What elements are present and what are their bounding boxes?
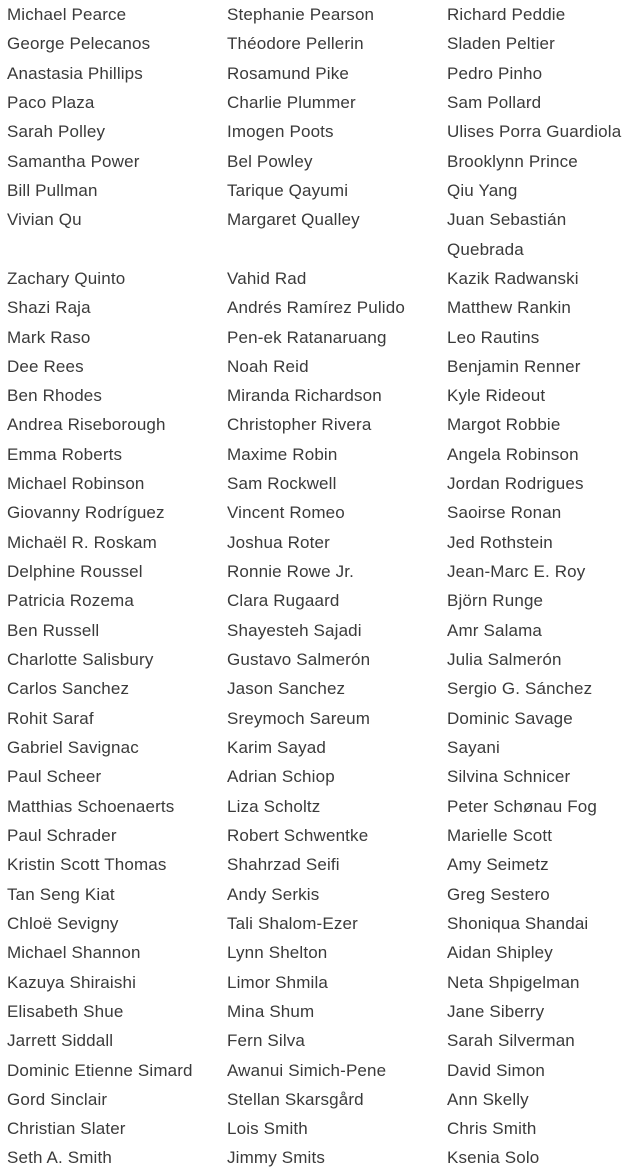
name-entry: Liza Scholtz [227, 796, 321, 816]
name-entry: Miranda Richardson [227, 386, 382, 406]
name-entry: Sarah Silverman [447, 1031, 575, 1051]
name-entry: Pen-ek Ratanaruang [227, 327, 387, 347]
name-entry: Leo Rautins [447, 327, 540, 347]
name-entry: Andy Serkis [227, 884, 320, 904]
name-entry: Shahrzad Seifi [227, 855, 340, 875]
name-entry: Sladen Peltier [447, 34, 555, 54]
name-entry: Sam Rockwell [227, 474, 337, 494]
name-entry: Paul Schrader [7, 825, 117, 845]
name-entry: Karim Sayad [227, 738, 326, 757]
name-entry: Saoirse Ronan [447, 503, 562, 523]
name-entry: Robert Schwentke [227, 825, 369, 845]
name-entry: Christian Slater [7, 1119, 126, 1139]
name-entry: Maxime Robin [227, 444, 338, 464]
name-entry: Richard Peddie [447, 5, 566, 24]
name-entry: Mark Raso [7, 327, 91, 347]
name-entry: Bill Pullman [7, 180, 98, 200]
name-entry: Paco Plaza [7, 92, 95, 112]
name-entry: Paul Scheer [7, 767, 102, 787]
name-entry: Marielle Scott [447, 825, 553, 845]
name-entry: Rosamund Pike [227, 63, 349, 83]
name-entry: Pedro Pinho [447, 63, 543, 83]
name-entry: Jarrett Siddall [7, 1031, 114, 1051]
name-entry: Julia Salmerón [447, 650, 562, 670]
name-entry: Chris Smith [447, 1119, 537, 1139]
name-entry: Charlotte Salisbury [7, 650, 154, 670]
name-entry: Tarique Qayumi [227, 180, 349, 200]
name-entry: Delphine Roussel [7, 562, 143, 582]
name-entry: Margaret Qualley [227, 210, 360, 230]
name-entry: Gord Sinclair [7, 1089, 108, 1109]
name-entry: Michael Shannon [7, 943, 141, 963]
name-entry: Vahid Rad [227, 268, 307, 288]
name-entry: Zachary Quinto [7, 268, 126, 288]
name-entry: Qiu Yang [447, 180, 518, 200]
name-entry: Jean-Marc E. Roy [447, 562, 586, 582]
name-entry: Peter Schønau Fog [447, 796, 597, 816]
name-entry: Rohit Saraf [7, 708, 94, 728]
name-entry: Kyle Rideout [447, 386, 546, 406]
name-entry: Sergio G. Sánchez [447, 679, 593, 699]
name-entry: Fern Silva [227, 1031, 306, 1051]
name-entry: Noah Reid [227, 356, 309, 376]
name-entry: Ben Russell [7, 620, 100, 640]
name-entry: Jordan Rodrigues [447, 474, 584, 494]
name-entry: Juan Sebastián [447, 210, 567, 230]
name-entry: Anastasia Phillips [7, 63, 143, 83]
name-entry: Awanui Simich-Pene [227, 1060, 387, 1080]
name-entry: Silvina Schnicer [447, 767, 571, 787]
name-entry: Dominic Etienne Simard [7, 1060, 193, 1080]
name-entry: Kazuya Shiraishi [7, 972, 137, 992]
name-entry: Dominic Savage [447, 708, 573, 728]
name-entry: Jed Rothstein [447, 532, 553, 552]
name-entry: Gustavo Salmerón [227, 650, 371, 670]
name-entry: Neta Shpigelman [447, 972, 580, 992]
name-entry: Sayani [447, 738, 500, 757]
name-entry: Benjamin Renner [447, 356, 581, 376]
name-entry: Andrea Riseborough [7, 415, 166, 435]
name-entry: Sam Pollard [447, 92, 542, 112]
name-entry: Christopher Rivera [227, 415, 372, 435]
name-entry: Adrian Schiop [227, 767, 335, 787]
name-entry: Tali Shalom-Ezer [227, 913, 358, 933]
name-entry: Quebrada [447, 239, 524, 259]
name-entry: Michael Robinson [7, 474, 145, 494]
name-entry: Lynn Shelton [227, 943, 328, 963]
name-entry: Greg Sestero [447, 884, 550, 904]
name-entry: Imogen Poots [227, 122, 334, 142]
name-entry: Sreymoch Sareum [227, 708, 371, 728]
name-entry: Giovanny Rodríguez [7, 503, 165, 523]
name-entry: David Simon [447, 1060, 546, 1080]
name-entry: Michaël R. Roskam [7, 532, 157, 552]
name-entry: Jimmy Smits [227, 1148, 325, 1168]
name-entry: Ann Skelly [447, 1089, 529, 1109]
name-entry: Matthew Rankin [447, 298, 571, 318]
name-entry: Ben Rhodes [7, 386, 103, 406]
name-entry: Björn Runge [447, 591, 544, 611]
name-entry: Elisabeth Shue [7, 1001, 124, 1021]
name-entry: Vincent Romeo [227, 503, 345, 523]
name-entry: Bel Powley [227, 151, 313, 171]
name-entry: Dee Rees [7, 356, 84, 376]
name-entry: Andrés Ramírez Pulido [227, 298, 405, 318]
name-entry: Gabriel Savignac [7, 738, 139, 757]
name-entry: Sarah Polley [7, 122, 106, 142]
name-entry: Jane Siberry [447, 1001, 545, 1021]
name-entry: Stephanie Pearson [227, 5, 375, 24]
name-entry: Samantha Power [7, 151, 140, 171]
name-entry: Shayesteh Sajadi [227, 620, 362, 640]
name-entry: Aidan Shipley [447, 943, 553, 963]
name-entry: Tan Seng Kiat [7, 884, 115, 904]
name-entry: Chloë Sevigny [7, 913, 119, 933]
name-entry: Matthias Schoenaerts [7, 796, 175, 816]
name-entry: Clara Rugaard [227, 591, 340, 611]
name-entry: George Pelecanos [7, 34, 151, 54]
name-entry: Shazi Raja [7, 298, 91, 318]
name-entry: Ronnie Rowe Jr. [227, 562, 354, 582]
name-entry: Michael Pearce [7, 5, 127, 24]
name-entry: Ksenia Solo [447, 1148, 540, 1168]
name-entry: Kazik Radwanski [447, 268, 579, 288]
name-entry: Joshua Roter [227, 532, 330, 552]
name-entry: Ulises Porra Guardiola [447, 122, 622, 142]
name-entry: Angela Robinson [447, 444, 579, 464]
name-entry: Patricia Rozema [7, 591, 134, 611]
name-entry: Lois Smith [227, 1119, 308, 1139]
name-entry: Margot Robbie [447, 415, 561, 435]
name-entry: Seth A. Smith [7, 1148, 112, 1168]
name-entry: Mina Shum [227, 1001, 315, 1021]
name-entry: Emma Roberts [7, 444, 123, 464]
name-entry: Théodore Pellerin [227, 34, 364, 54]
name-entry: Stellan Skarsgård [227, 1089, 364, 1109]
name-entry: Amy Seimetz [447, 855, 549, 875]
name-entry: Carlos Sanchez [7, 679, 130, 699]
name-entry: Kristin Scott Thomas [7, 855, 167, 875]
name-entry: Limor Shmila [227, 972, 328, 992]
name-entry: Shoniqua Shandai [447, 913, 589, 933]
name-entry: Brooklynn Prince [447, 151, 578, 171]
name-entry: Charlie Plummer [227, 92, 356, 112]
name-entry: Vivian Qu [7, 210, 82, 230]
name-entry: Amr Salama [447, 620, 543, 640]
name-entry: Jason Sanchez [227, 679, 346, 699]
